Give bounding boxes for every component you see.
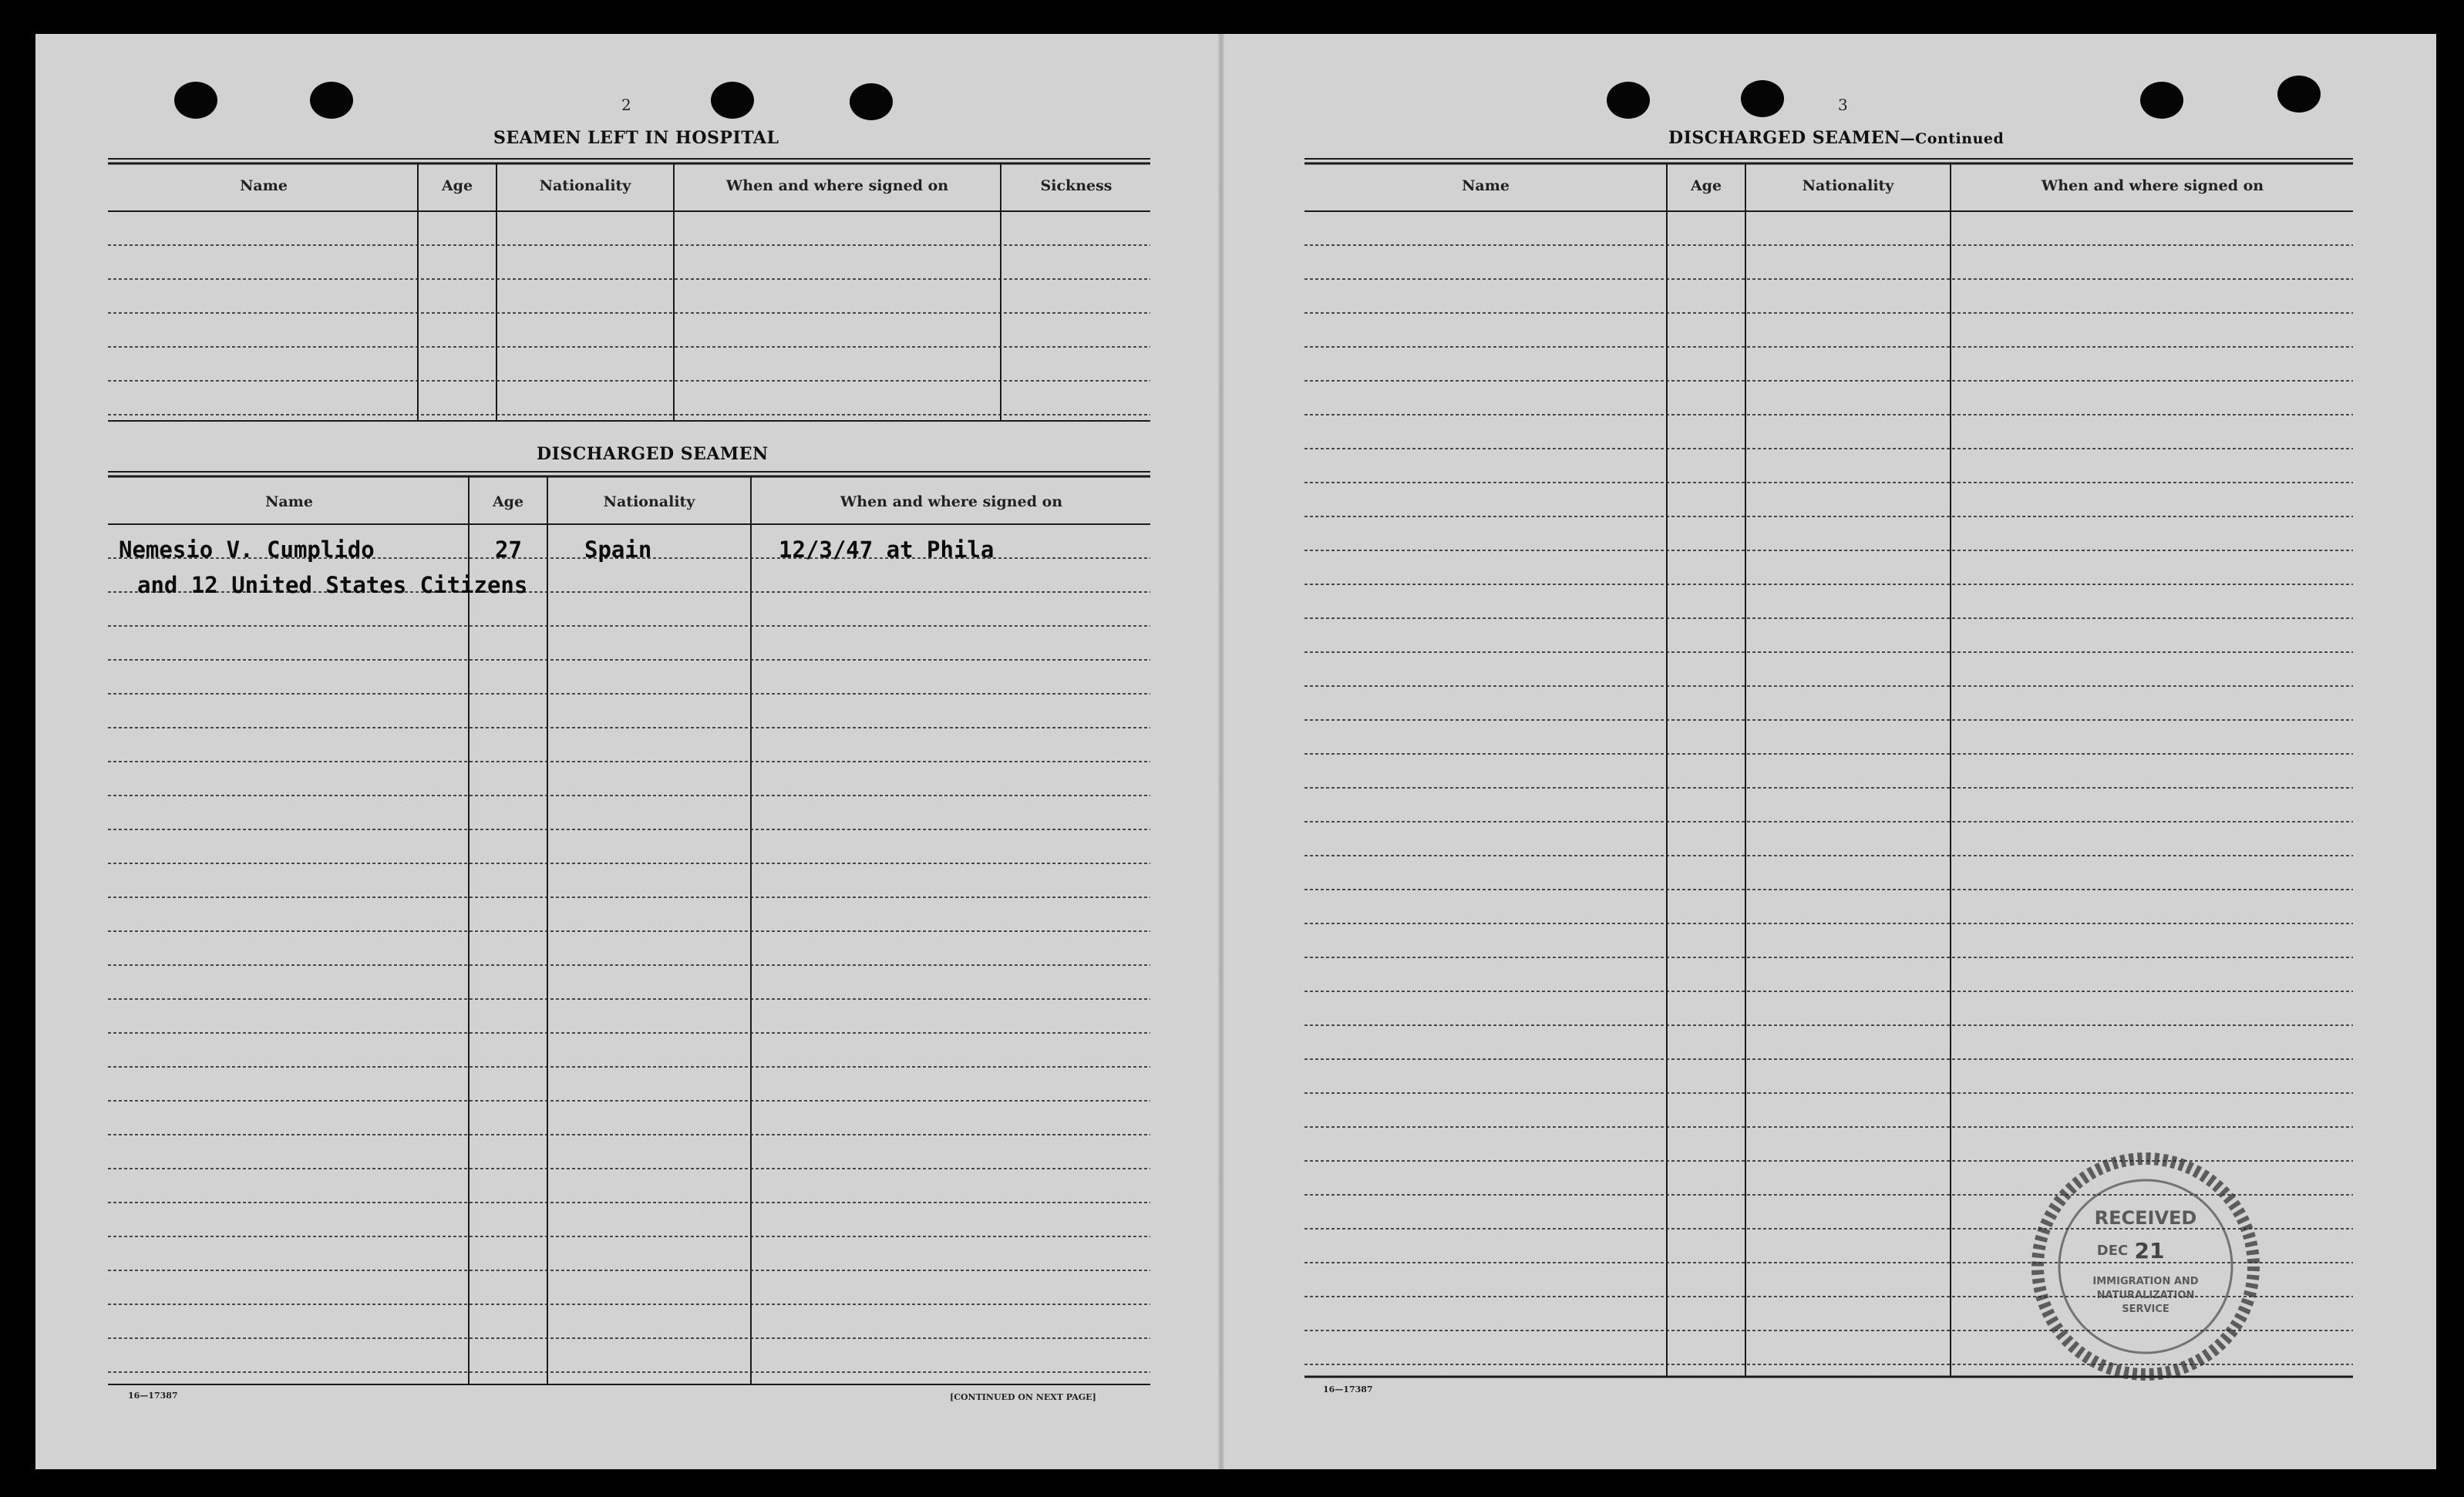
seaman-age: 27	[495, 537, 522, 563]
stamp-line: IMMIGRATION AND	[2092, 1276, 2199, 1287]
discharged-col-age: Age	[492, 493, 524, 510]
right-col-nationality: Nationality	[1802, 177, 1894, 194]
seaman-nationality: Spain	[584, 537, 652, 563]
hospital-section-title: SEAMEN LEFT IN HOSPITAL	[493, 128, 779, 148]
hospital-col-name: Name	[240, 177, 288, 194]
received-stamp	[2026, 1147, 2265, 1386]
discharged-col-signed-on: When and where signed on	[840, 493, 1063, 510]
discharged-col-nationality: Nationality	[603, 493, 695, 510]
seaman-group-note: and 12 United States Citizens	[137, 572, 528, 598]
right-col-name: Name	[1462, 177, 1510, 194]
hospital-col-sickness: Sickness	[1040, 177, 1113, 194]
stamp-line: RECEIVED	[2094, 1207, 2197, 1229]
right-col-age: Age	[1690, 177, 1722, 194]
form-number-right: 16—17387	[1323, 1384, 1373, 1394]
hospital-col-nationality: Nationality	[539, 177, 631, 194]
page-number-left: 2	[621, 96, 631, 114]
hospital-col-signed-on: When and where signed on	[725, 177, 949, 194]
continued-note: [CONTINUED ON NEXT PAGE]	[950, 1392, 1096, 1402]
right-title-main: DISCHARGED SEAMEN	[1668, 128, 1900, 148]
seaman-signed-on: 12/3/47 at Phila	[779, 537, 995, 563]
discharged-section-title: DISCHARGED SEAMEN	[537, 444, 769, 464]
right-section-title	[1668, 128, 2004, 148]
stamp-line: NATURALIZATION	[2096, 1290, 2195, 1301]
stamp-line: SERVICE	[2122, 1304, 2169, 1315]
right-col-signed-on: When and where signed on	[2041, 177, 2264, 194]
discharged-col-name: Name	[265, 493, 313, 510]
form-number-left: 16—17387	[128, 1391, 178, 1401]
hospital-col-age: Age	[441, 177, 473, 194]
stamp-line: 21	[2134, 1238, 2165, 1263]
right-title-suffix: —Continued	[1900, 130, 2005, 147]
page-number-right: 3	[1838, 96, 1848, 114]
seaman-name: Nemesio V. Cumplido	[119, 537, 375, 563]
stamp-line: DEC	[2096, 1243, 2129, 1259]
